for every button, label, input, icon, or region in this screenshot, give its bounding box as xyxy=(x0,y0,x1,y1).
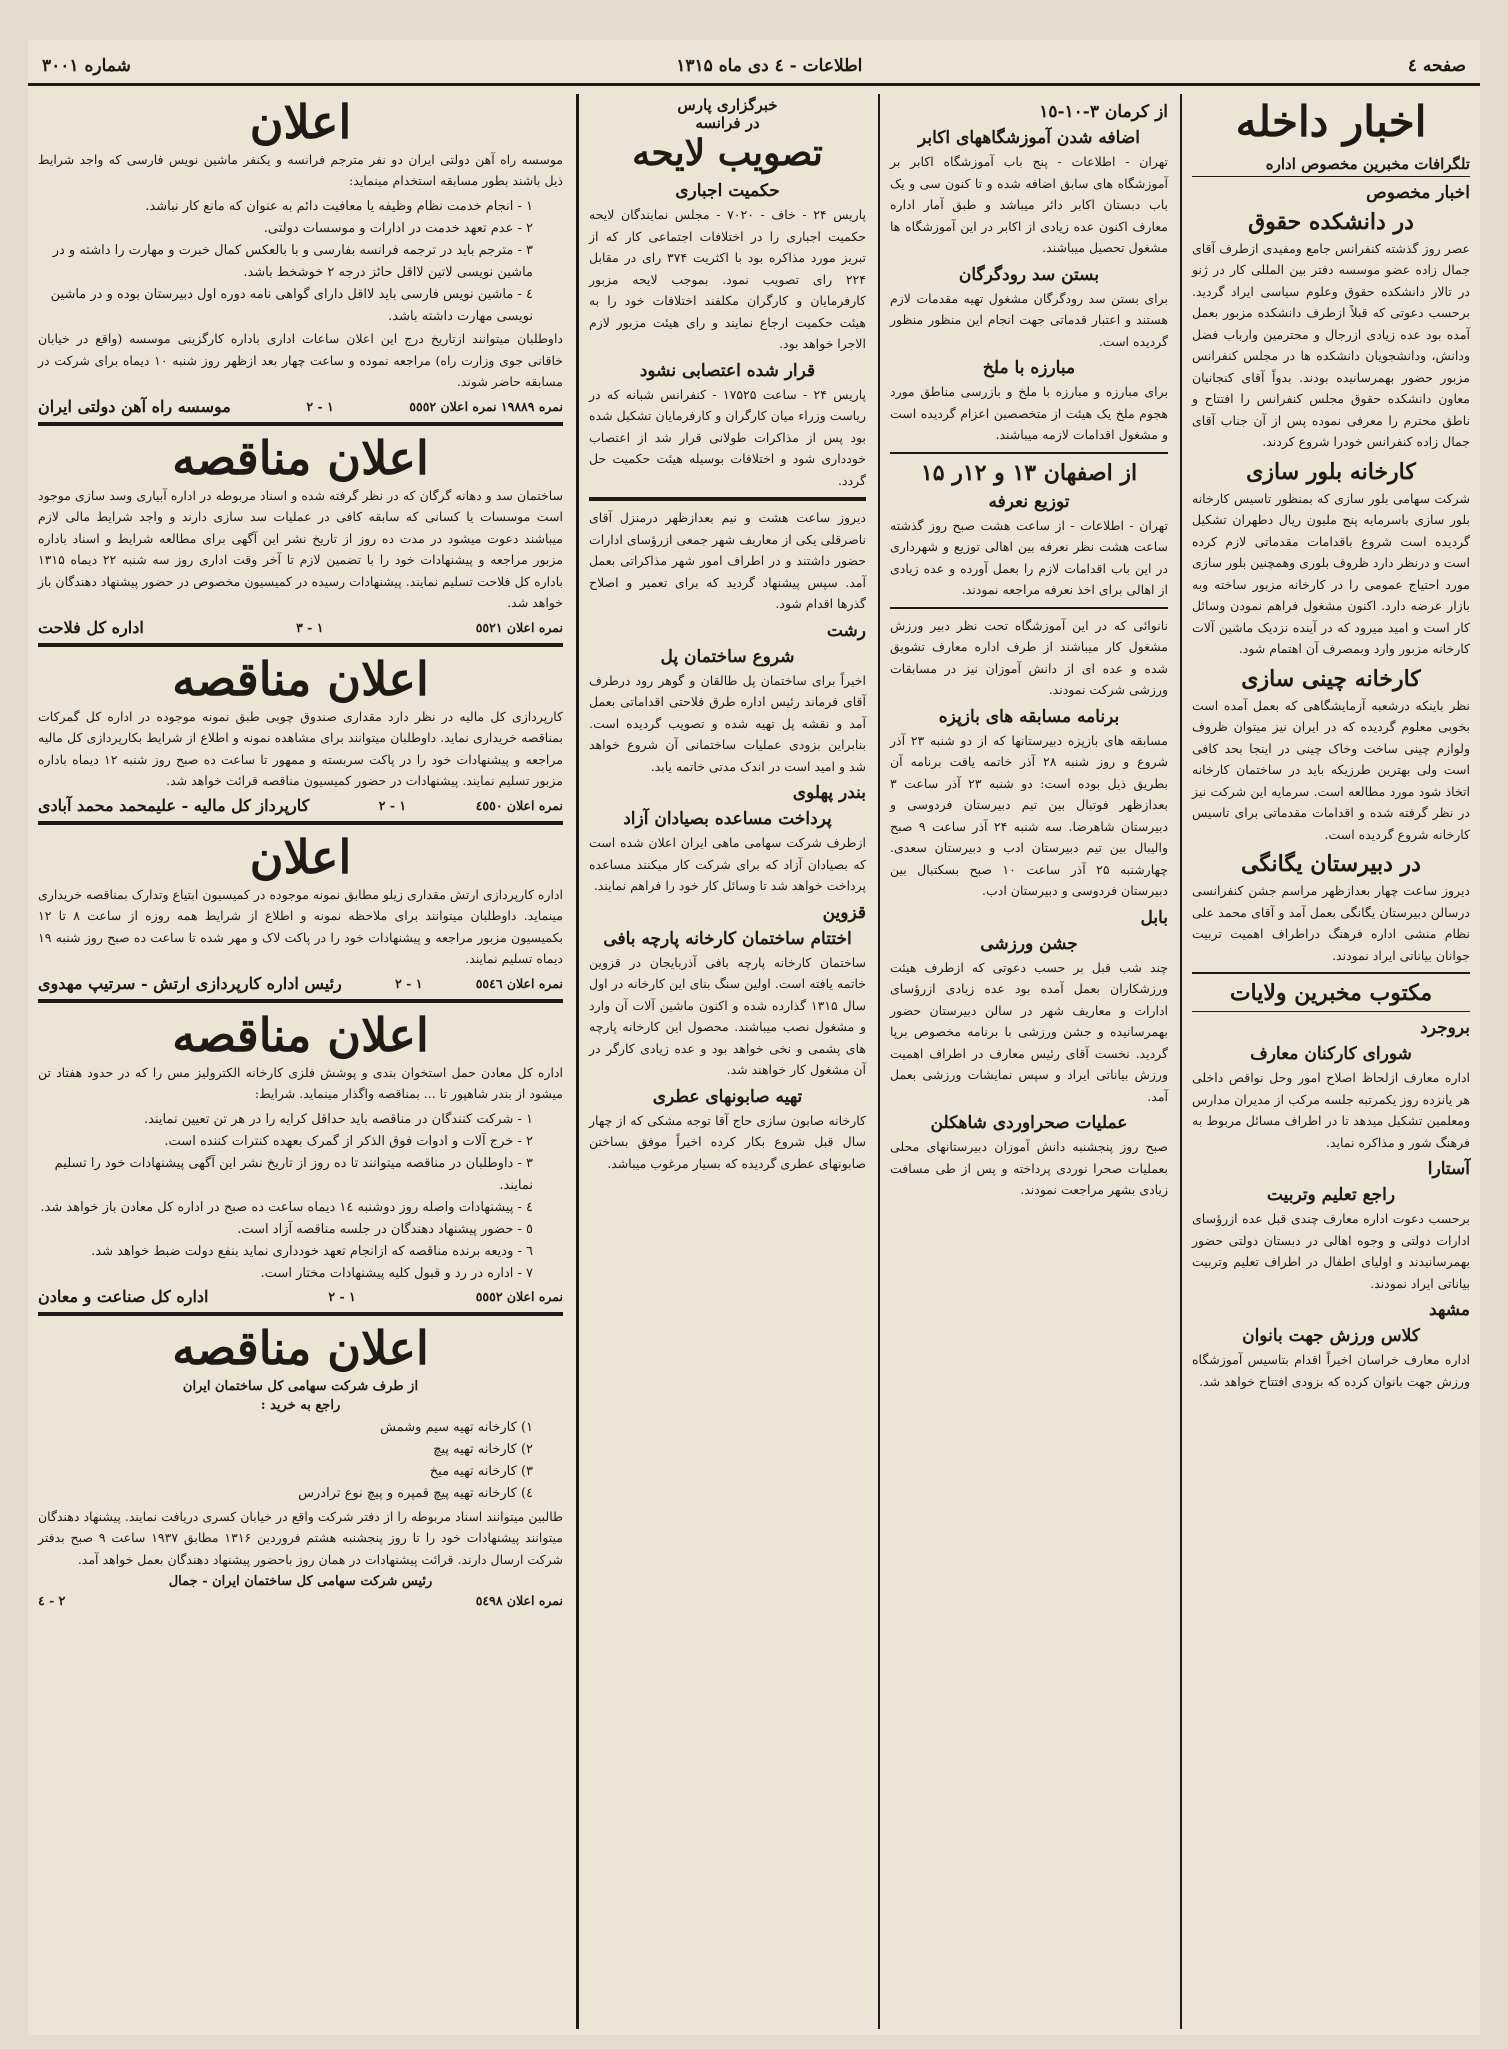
ad-body: اداره کارپردازی ارتش مقداری زیلو مطابق نمونه موجوده در کمیسیون ابتیاع وتدارک بمناقصه خریداری مینماید. داوطلبان میتوانند برای ملاحظه نمونه و اطلاع از شرایط همه روزه از ساعت ۸ تا ۱۲ بکمیسیون مزبور مراجعه و پیشنهادات خود را در پاکت لاک و مهر شده تا ساعت ده صبح روز شنبه ۱۹ دیماه تسلیم نمایند. xyxy=(38,886,563,967)
dateline: از کرمان ٣-١٠-١٥ xyxy=(1039,102,1168,122)
section-title: اخبار داخله xyxy=(1235,97,1427,146)
ad-title: اعلان مناقصه xyxy=(172,1321,429,1376)
ad-item: ۱ - شرکت کنندگان در مناقصه باید حداقل کرایه را در هر تن تعیین نمایند. xyxy=(143,1111,533,1127)
ad-signature: رئیس اداره کارپردازی ارتش - سرتیپ مهدوی xyxy=(38,973,342,993)
city-heading: مشهد xyxy=(1428,1300,1470,1320)
ad-item: ۷ - اداره در رد و قبول کلیه پیشنهادات مختار است. xyxy=(260,1266,533,1282)
ad-body: ساختمان سد و دهانه گرگان که در نظر گرفته شده و اسناد مربوطه در اداره آبیاری وسد سازی موجود است موسسات یا کسانی که سابقه کافی در عملیات سد سازی دارند و واجد شرایط مالی لازم میباشند دعوت میشود در مدت ده روز از تاریخ نشر این آگهی برای مطالعه شرایط و اسناد باداره مزبور مراجعه و پیشنهادات خود را با تضمین لازم تا آخر وقت اداری روز سه شنبه ۲۲ دیماه ۱۳۱۵ باداره کل فلاحت تسلیم نمایند. پیشنهادات رسیده در کمیسیون مخصوص در حضور پیشنهاد دهندگان باز خواهد شد. xyxy=(38,487,564,611)
article-title: مبارزه با ملخ xyxy=(982,358,1076,378)
ad-item: ۳ - مترجم باید در ترجمه فرانسه بفارسی و با بالعکس کمال خبرت و مهارت را داشته و در ماشین نویسی لاتین لااقل حائز درجه ۲ خوشخط باشد. xyxy=(52,243,533,281)
tag-label: اخبار مخصوص xyxy=(1366,182,1470,203)
ad-body: داوطلبان میتوانند ازتاریخ درج این اعلان ساعات اداری باداره کارگزینی موسسه (واقع در خیابان خاقانی جوی وزارت راه) مراجعه نموده و ساعت چهار بعد ازظهر روز شنبه ۱۰ دیماه برای شرکت در مسابقه حاضر شوند. xyxy=(38,331,564,390)
ad-body: اداره کل معادن حمل استخوان بندی و پوشش فلزی کارخانه الکترولیز مس را که در حدود هفتاد تن میشود از بندر شاهپور تا ... بمناقصه واگذار مینماید. شرایط: xyxy=(38,1064,563,1102)
issue-number: شماره ۳۰۰۱ xyxy=(42,55,131,76)
article-title: کارخانه بلور سازی xyxy=(1246,458,1416,485)
ad-item: ٦ - ودیعه برنده مناقصه که ازانجام تعهد خودداری نماید بنفع دولت ضبط خواهد شد. xyxy=(91,1244,533,1260)
advertisement xyxy=(38,1322,563,1608)
newspaper-page xyxy=(28,40,1480,2035)
article-body: نظر باینکه درشعبه آزمایشگاهی که بعمل آمده است بخوبی معلوم گردیده که در ایران نیز میتوان ظروف ولوازم چینی ساخت وخاک چینی در اینجا بحد کافی است ولی بهترین طرزیکه باید در ساختمان کارخانه اتخاذ شود مورد مطالعه است. سرمایه این شرکت نیز در نظر گرفته شده و اقدامات مقدماتی برای تاسیس کارخانه شروع گردیده است. xyxy=(1192,697,1470,842)
ad-code: ١ - ٢ xyxy=(328,1289,356,1305)
ad-number: نمره اعلان ٥٥٥۲ xyxy=(475,1289,563,1305)
ad-item: ۲) کارخانه تهیه پیچ xyxy=(433,1442,533,1458)
article-body: برای بستن سد رودگرگان مشغول تهیه مقدمات لازم هستند و اعتبار قدماتی جهت انجام این منظور منظور گردیده است. xyxy=(890,290,1168,349)
article-body: برحسب دعوت اداره معارف چندی قبل عده ازرؤسای ادارات دولتی و وجوه اهالی در دبستان دولتی حضور بهمرسانیدند و اولیای اطفال در اطراف تعلیم وتربیت بیاناتی ایراد نمودند. xyxy=(1192,1211,1470,1291)
ad-code: ١ - ٢ xyxy=(306,398,334,414)
article-title: برنامه مسابقه های بازپزه xyxy=(938,706,1120,727)
city-heading: رشت xyxy=(826,620,866,641)
article-body: تهران - اطلاعات - پنج باب آموزشگاه اکابر بر آموزشگاه های سابق اضافه شده و تا کنون سی و یک باب دبستان اکابر دائر میباشد و طبق آمار اداره معارف اکنون عده زیادی از اکابر در این آموزشگاه ها مشغول تحصیل میباشند. xyxy=(890,154,1168,255)
article-title: اختتام ساختمان کارخانه پارچه بافی xyxy=(603,928,852,949)
article-body: برای مبارزه و مبارزه با ملخ و بازرسی مناطق مورد هجوم ملخ یک هیئت از متخصصین اعزام گردیده است و مشغول اقدامات لازمه میباشند. xyxy=(890,384,1168,442)
advertisement xyxy=(38,96,563,416)
article-body: عصر روز گذشته کنفرانس جامع ومفیدی ازطرف آقای جمال زاده عضو موسسه دفتر بین المللی کار در ژنو در تالار دانشکده حقوق وعلوم سیاسی ایراد گردید. برحسب دعوتی که قبلاً ازطرف دانشکده مزبور بعمل آمده بود عده زیادی ازرجال و محترمین وارباب فضل ودانش، ودانشجویان دانشکده ها در مجلس کنفرانس مزبور حضور بهمرسانیده بودند. بدواً آقای کنجانیان معاون دانشکده حقوق مجلس کنفرانس را افتتاح و ناطق محترم را معرفی نموده پس از آن جناب آقای جمال زاده کنفرانس خودرا شروع کردند. xyxy=(1192,240,1470,449)
ad-code: ١ - ٢ xyxy=(378,797,407,813)
ad-item: ٤ - پیشنهادات واصله روز دوشنبه ١٤ دیماه ساعت ده صبح در اداره کل معادن باز خواهد شد. xyxy=(40,1199,533,1215)
paper-date: اطلاعات - ٤ دی ماه ۱۳۱۵ xyxy=(676,55,863,76)
ad-signature: موسسه راه آهن دولتی ایران xyxy=(38,396,231,416)
article-title: در دبیرستان یگانگی xyxy=(1241,851,1421,877)
ad-number: نمره ۱۹۸۸۹ نمره اعلان ٥٥٥۲ xyxy=(409,398,563,414)
article-title: در دانشکده حقوق xyxy=(1248,208,1414,235)
article-title: عملیات صحراوردی شاهکلن xyxy=(930,1113,1128,1133)
article-title: پرداخت مساعده بصیادان آزاد xyxy=(623,809,832,830)
section-subtitle: تلگرافات مخبرین مخصوص اداره xyxy=(1192,155,1470,177)
ad-code: ٢ - ٤ xyxy=(38,1593,66,1609)
ad-title: اعلان مناقصه xyxy=(172,430,429,485)
article-title: راجع تعلیم وتربیت xyxy=(1266,1185,1396,1205)
advertisement xyxy=(38,1009,563,1307)
article-body: دیروز ساعت هشت و نیم بعدازظهر درمنزل آقای ناصرقلی یکی از معاریف شهر جمعی ازرؤسای ادارات حضور داشتند و در اطراف امور شهر مذاکراتی بعمل آمد. سپس پیشنهاد گردید که برای تعمیر و اصلاح گذرها اقدام شود. xyxy=(589,510,866,612)
ad-item: ۲ - خرج آلات و ادوات فوق الذکر از گمرک بعهده کنترات کننده است. xyxy=(164,1133,533,1149)
article-title: شورای کارکنان معارف xyxy=(1250,1044,1412,1064)
city-heading: قزوین xyxy=(822,902,866,923)
ad-lead: راجع به خرید : xyxy=(260,1398,341,1414)
ad-item: ٥ - حضور پیشنهاد دهندگان در جلسه مناقصه آزاد است. xyxy=(237,1221,533,1237)
article-body: ساختمان کارخانه پارچه بافی آذربایجان در قزوین خاتمه یافته است. اولین سنگ بنای این کارخانه در اول سال ۱۳۱۵ گذارده شده و اکنون ماشین آلات آن وارد و مشغول نصب میباشند. محصول این کارخانه پارچه های پشمی و نخی خواهد بود و عده زیادی کارگر در آن مشغول کار خواهند شد. xyxy=(589,954,866,1078)
ad-item: ۱) کارخانه تهیه سیم وشمش xyxy=(380,1420,533,1436)
city-heading: آستارا xyxy=(1427,1159,1470,1179)
article-body: کارخانه صابون سازی حاج آقا توجه مشکی که از چهار سال قبل شروع بکار کرده اخیراً موفق بساختن صابونهای عطری گردیده که بسیار مرغوب میباشد. xyxy=(589,1112,866,1171)
dateline: از اصفهان ۱۳ و ۱۲ر ۱۵ xyxy=(920,459,1138,486)
ad-item: ۲ - عدم تعهد خدمت در ادارات و موسسات دولتی. xyxy=(263,220,533,236)
article-body: ازطرف شرکت سهامی ماهی ایران اعلان شده است که بصیادان آزاد که برای شرکت کار میکنند مساعده پرداخت خواهد شد تا وسائل کار خود را فراهم نمایند. xyxy=(589,835,866,894)
location-label: در فرانسه xyxy=(695,114,760,132)
ad-number: نمره اعلان ٥٥٤٦ xyxy=(475,975,563,991)
ad-body: موسسه راه آهن دولتی ایران دو نفر مترجم فرانسه و یکنفر ماشین نویس فارسی که واجد شرایط ذیل باشند بطور مسابقه استخدام مینماید: xyxy=(38,151,563,189)
headline: تصویب لایحه xyxy=(632,132,823,174)
column-advertisements xyxy=(28,94,573,2029)
article-title: کارخانه چینی سازی xyxy=(1241,665,1421,692)
ad-code: ١ - ٢ xyxy=(395,975,423,991)
article-title: بستن سد رودگرگان xyxy=(958,264,1100,285)
ad-signature: اداره کل صناعت و معادن xyxy=(38,1287,209,1307)
ad-subtitle: از طرف شرکت سهامی کل ساختمان ایران xyxy=(182,1379,419,1395)
ad-body: کارپردازی کل مالیه در نظر دارد مقداری صندوق چوبی طبق نمونه موجوده در اداره کل گمرکات بمناقصه خریداری نماید. داوطلبان میتوانند برای مشاهده نمونه و اطلاع از شرایط بکارپردازی کل مالیه مراجعه و پیشنهادات خود را در پاکت سربسته و ممهور تا ساعت ده صبح روز شنبه ۱۲ دیماه باداره مزبور تسلیم نمایند. پیشنهادات در حضور کمیسیون مناقصه قرائت خواهد شد. xyxy=(38,708,564,789)
article-body: اداره معارف ازلحاظ اصلاح امور وحل نواقص داخلی هر یانزده روز یکمرتبه جلسه مرکب از مدیران مدارس ومعلمین تشکیل میدهد تا در اطراف مسائل مربوط به فرهنگ شور و مذاکره نماید. xyxy=(1192,1070,1470,1150)
ad-title: اعلان مناقصه xyxy=(172,651,429,706)
article-body: اخیراً برای ساختمان پل طالقان و گوهر رود درطرف آقای فرماند رئیس اداره طرق فلاحتی اقداماتی بعمل آمد و نقشه پل تهیه شده و تصویب گردیده است. بنابراین بزودی عملیات ساختمانی آن شروع خواهد شد و امید است در اندک مدتی خاتمه یابد. xyxy=(589,672,866,774)
article-subtitle: حکمیت اجباری xyxy=(675,181,780,202)
article-title: قرار شده اعتصابی نشود xyxy=(639,360,816,381)
article-body: تهران - اطلاعات - از ساعت هشت صبح روز گذشته ساعت هشت نظر نعرفه بین اهالی توزیع و شهرداری در این باب اقدامات لازم را بعمل آورده و عده زیادی از اهالی برای اخذ نعرفه مراجعه نمودند. xyxy=(890,517,1168,597)
advertisement xyxy=(38,432,563,637)
column-domestic-news xyxy=(1180,94,1480,2029)
column-provincial-news xyxy=(878,94,1178,2029)
ad-item: ۳ - داوطلبان در مناقصه میتوانند تا ده روز از تاریخ نشر این آگهی پیشنهادات خود را تسلیم نمایند. xyxy=(54,1155,533,1193)
advertisement xyxy=(38,653,563,815)
ad-code: ١ - ٣ xyxy=(296,619,324,635)
city-heading: بروجرد xyxy=(1420,1018,1470,1038)
news-agency: خبرگزاری پارس xyxy=(677,96,778,114)
article-body: مسابقه های بازپزه دبیرستانها که از دو شنبه ۲۳ آذر شروع و روز شنبه ۲۸ آذر خاتمه یافت برنامه آن بطریق ذیل بوده است: دو شنبه ۲۳ آذر ساعت ۳ بعدازظهر فوتبال بین تیم دبیرستان فردوسی و دبیرستان شاهرضا. سه شنبه ۲۴ آذر ساعت ۹ صبح والیبال بین تیم دبیرستان ادب و دبیرستان سعدی. چهارشنبه ۲۵ آذر ساعت ۱۰ صبح بسکتبال بین دبیرستان فردوسی و دبیرستان ادب. xyxy=(890,732,1169,898)
article-title: شروع ساختمان پل xyxy=(660,646,795,667)
article-body: پاریس ۲۴ - ساعت ۱۷۵۲۵ - کنفرانس شبانه که در ریاست وزراء میان کارگران و کارفرمایان تشکیل شده بود پس از مذاکرات طولانی قرار شد از اعتصاب خودداری شود و اختلافات بوسیله هیئت حکمیت حل گردد. xyxy=(589,386,866,488)
article-title: توزیع نعرفه xyxy=(988,491,1070,512)
ad-signature: رئیس شرکت سهامی کل ساختمان ایران - جمال xyxy=(168,1574,433,1590)
column-foreign-news xyxy=(576,94,876,2029)
article-title: تهیه صابونهای عطری xyxy=(652,1086,803,1107)
article-body: نانوائی که در این آموزشگاه تحت نظر دبیر ورزش مشغول کار میباشند از طرف اداره معارف تشویق شده و عده ای از دانش آموزان نیز در مسابقات ورزشی شرکت نمودند. xyxy=(890,617,1168,697)
ad-item: ٤ - ماشین نویس فارسی باید لااقل دارای گواهی نامه دوره اول دبیرستان بوده و در ماشین نویسی مهارت داشته باشد. xyxy=(50,287,533,325)
ad-title: اعلان xyxy=(249,829,352,884)
subsection-title: مکتوب مخبرین ولایات xyxy=(1229,980,1433,1006)
article-body: اداره معارف خراسان اخیراً اقدام بتاسیس آموزشگاه ورزش جهت بانوان کرده که بزودی افتتاح خواهد شد. xyxy=(1192,1352,1470,1389)
city-heading: بابل xyxy=(1140,907,1168,928)
ad-number: نمره اعلان ٥٤۹۸ xyxy=(475,1593,563,1609)
ad-number: نمره اعلان ٤٥٥۰ xyxy=(475,797,563,813)
article-title: اضافه شدن آموزشگاههای اکابر xyxy=(917,128,1140,148)
article-title: کلاس ورزش جهت بانوان xyxy=(1242,1326,1420,1346)
ad-title: اعلان xyxy=(249,95,352,149)
ad-item: ۳) کارخانه تهیه میخ xyxy=(429,1464,533,1480)
advertisement xyxy=(38,831,563,993)
article-body: چند شب قبل بر حسب دعوتی که ازطرف هیئت ورزشکاران بعمل آمده بود عده زیادی ازرؤسای ادارات و معاریف شهر در سالن دبیرستان حضور بهمرسانیده و جشن ورزشی با برنامه مخصوص برپا گردید. نخست آقای رئیس معارف در اطراف اهمیت ورزش بیاناتی ایراد و سپس نمایشات ورزشی بعمل آمد. xyxy=(890,959,1168,1104)
ad-body: طالبین میتوانند اسناد مربوطه را از دفتر شرکت واقع در خیابان کسری دریافت نمایند. پیشنهاد دهندگان میتوانند پیشنهادات خود را تا روز پنجشنبه هشتم فروردین ۱۳۱۶ مطابق ۱۹۳۷ ساعت ۹ صبح بدفتر شرکت ارسال دارند. قرائت پیشنهادات در همان روز باحضور پیشنهاد دهندگان بعمل خواهد آمد. xyxy=(38,1508,563,1567)
ad-number: نمره اعلان ٥٥۲۱ xyxy=(475,619,563,635)
article-body: صبح روز پنجشنبه دانش آموزان دبیرستانهای محلی بعملیات صحرا نوردی پرداخته و پس از طی مسافت زیادی بشهر مراجعت نمودند. xyxy=(890,1139,1168,1197)
ad-signature: کارپرداز کل مالیه - علیمحمد محمد آبادی xyxy=(38,795,310,815)
article-body: شرکت سهامی بلور سازی که بمنظور تاسیس کارخانه بلور سازی باسرمایه پنج ملیون ریال دطهران تشکیل گردیده است شروع باقدامات مقدماتی لازم کرده است و درنظر دارد ظروف بلوری وهمچنین بلور سازی مورد احتیاج عمومی را در کارخانه مزبور ساخته وبه بازار عرضه دارد. اکنون مشغول فراهم نمودن وسائل کار است و امید میرود که در آینده نزدیک ماشین آلات کارخانه مزبور وارد وبمصرف آن اهتمام شود. xyxy=(1192,490,1470,656)
ad-signature: اداره کل فلاحت xyxy=(38,617,144,637)
article-body: دیروز ساعت چهار بعدازظهر مراسم جشن کنفرانسی درسالن دبیرستان یگانگی بعمل آمد و آقای محمد علی نظام منشی اداره فرهنگ دراطراف اهمیت تربیت جوانان بیاناتی ایراد نمودند. xyxy=(1192,883,1470,963)
city-heading: بندر پهلوی xyxy=(792,783,866,804)
masthead xyxy=(28,48,1480,86)
page-number: صفحه ٤ xyxy=(1407,55,1466,76)
ad-item: ۱ - انجام خدمت نظام وظیفه یا معافیت دائم به عنوان که مانع کار نباشد. xyxy=(145,198,533,214)
article-body: پاریس ۲۴ - خاف - ۷۰۲۰ - مجلس نمایندگان لایحه حکمیت اجباری را در اختلافات اجتماعی کار که از تبریز مورد مذاکره بود با اکثریت ۳۷۴ رای در مقابل ۲۲۴ رای تصویب نمود. بموجب لایحه مزبور کارفرمایان و کارگران مکلفند اختلافات خود را به هیئت حکمیت ارجاع نمایند و رای هیئت مزبور لازم الاجرا خواهد بود. xyxy=(589,207,866,352)
ad-title: اعلان مناقصه xyxy=(172,1007,429,1062)
article-title: جشن ورزشی xyxy=(980,933,1078,954)
ad-item: ٤) کارخانه تهیه پیچ قمپره و پیچ نوع ترادرس xyxy=(298,1486,533,1502)
